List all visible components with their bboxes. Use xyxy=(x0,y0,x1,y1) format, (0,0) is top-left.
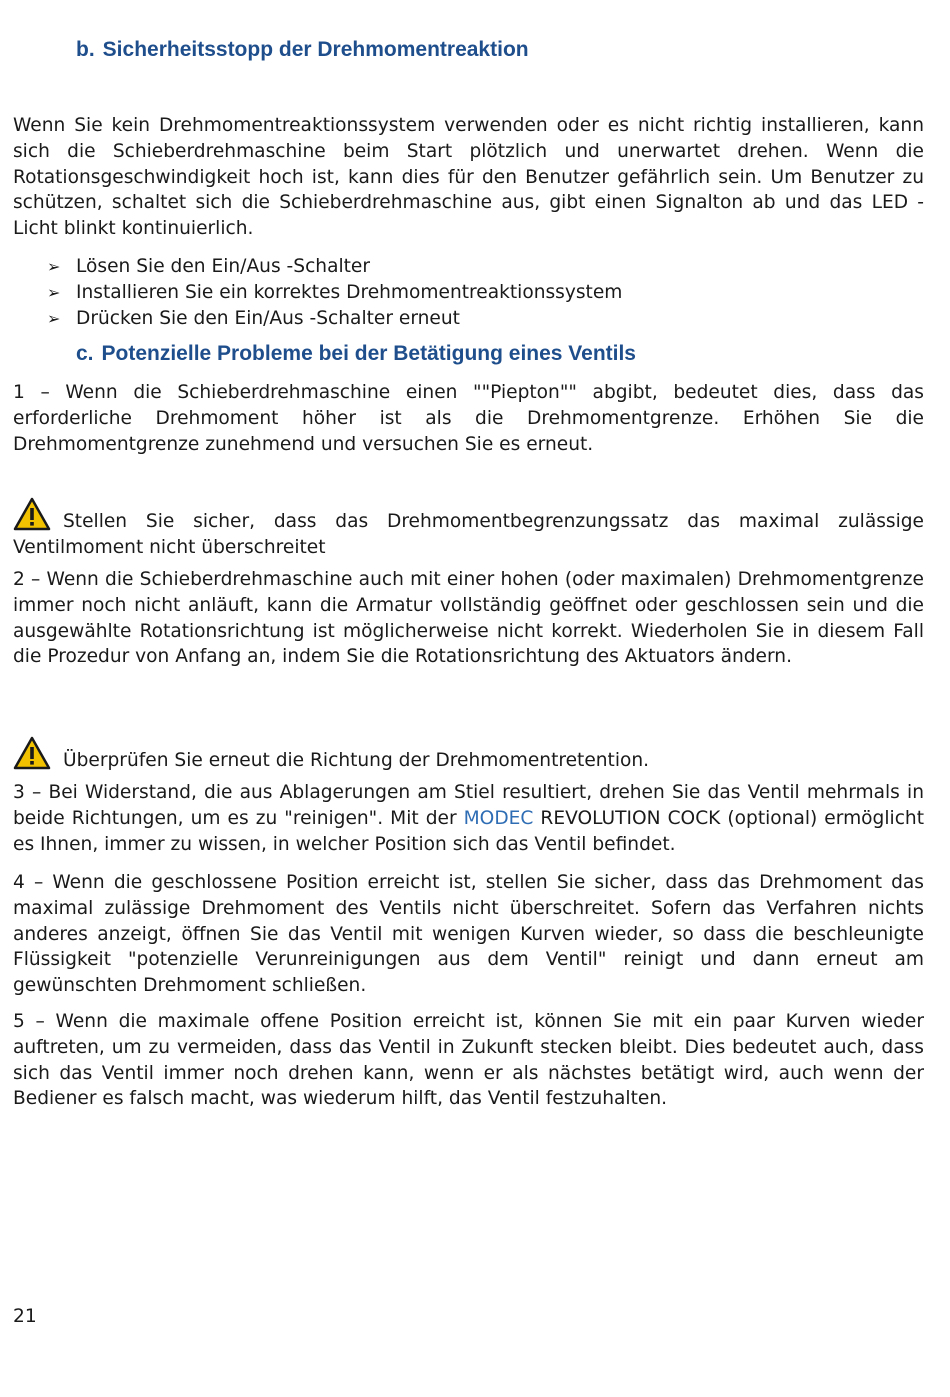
arrowhead-bullet-icon: ➢ xyxy=(47,283,61,302)
intro-paragraph: Wenn Sie kein Drehmomentreaktionssystem verwenden oder es nicht richtig installieren, kann sich die Schieberdrehmaschine beim Start plötzlich und unerwartet drehen. Wenn die Rotationsgeschwindigkeit hoch ist, kann dies für den Benutzer gefährlich sein. Um Benutzer zu schützen, schaltet sich die Schieberdrehmaschine aus, gibt einen Signalton ab und das LED - Licht blinkt kontinuierlich. xyxy=(13,115,924,240)
section-c-heading xyxy=(76,342,636,366)
warning-1-paragraph xyxy=(13,497,924,561)
section-b-heading xyxy=(76,38,529,62)
warning-triangle-icon xyxy=(13,736,51,770)
item-5-paragraph: 5 – Wenn die maximale offene Position erreicht ist, können Sie mit ein paar Kurven wieder auftreten, um zu vermeiden, dass das Ventil in Zukunft stecken bleibt. Dies bedeutet auch, dass sich das Ventil immer noch drehen kann, wenn er als nächstes betätigt wird, auch wenn der Bediener es falsch macht, was wiederum hilft, das Ventil festzuhalten. xyxy=(13,1011,924,1110)
bullet-item xyxy=(47,306,622,332)
arrowhead-bullet-icon: ➢ xyxy=(47,257,61,276)
page-number: 21 xyxy=(13,1306,37,1327)
bullet-text: Drücken Sie den Ein/Aus -Schalter erneut xyxy=(76,308,460,329)
arrowhead-bullet-icon: ➢ xyxy=(47,309,61,328)
item-1-paragraph: 1 – Wenn die Schieberdrehmaschine einen ""Piepton"" abgibt, bedeutet dies, dass das erforderliche Drehmoment höher ist als die Drehmomentgrenze. Erhöhen Sie die Drehmomentgrenze zunehmend und versuchen Sie es erneut. xyxy=(13,382,924,455)
bullet-text: Installieren Sie ein korrektes Drehmomentreaktionssystem xyxy=(76,282,623,303)
section-c-letter: c. xyxy=(76,342,94,365)
section-b-title: Sicherheitsstopp der Drehmomentreaktion xyxy=(102,38,529,61)
item-4-paragraph: 4 – Wenn die geschlossene Position erreicht ist, stellen Sie sicher, dass das Drehmoment das maximal zulässige Drehmoment des Ventils nicht überschreitet. Sofern das Verfahren nichts anderes anzeigt, öffnen Sie das Ventil mit wenigen Kurven wieder, so dass die beschleunigte Flüssigkeit "potenzielle Verunreinigungen aus dem Ventil" reinigt und dann erneut am gewünschten Drehmoment schließen. xyxy=(13,872,924,997)
modec-brand-name: MODEC xyxy=(463,807,534,829)
bullet-item xyxy=(47,254,622,280)
section-c-title: Potenzielle Probleme bei der Betätigung eines Ventils xyxy=(101,342,636,365)
section-b-letter: b. xyxy=(76,38,95,61)
warning-1-text: Stellen Sie sicher, dass das Drehmomentbegrenzungssatz das maximal zulässige Ventilmoment nicht überschreitet xyxy=(13,511,924,558)
bullet-list xyxy=(47,254,622,332)
item-3-text-start: 3 – Bei Widerstand, die aus Ablagerungen am Stiel resultiert, drehen Sie das Ventil mehrmals in beide Richtungen, um es zu "reinigen". Mit der xyxy=(13,782,924,829)
item-3-text-end: REVOLUTION COCK (optional) ermöglicht es Ihnen, immer zu wissen, in welcher Position sich das Ventil befindet. xyxy=(13,807,924,855)
item-2-paragraph: 2 – Wenn die Schieberdrehmaschine auch mit einer hohen (oder maximalen) Drehmomentgrenze immer noch nicht anläuft, kann die Armatur vollständig geöffnet oder geschlossen sein und die ausgewählte Rotationsrichtung ist möglicherweise nicht korrekt. Wiederholen Sie in diesem Fall die Prozedur von Anfang an, indem Sie die Rotationsrichtung des Aktuators ändern. xyxy=(13,569,924,668)
warning-2-paragraph xyxy=(13,736,924,774)
warning-triangle-icon xyxy=(13,497,51,531)
bullet-text: Lösen Sie den Ein/Aus -Schalter xyxy=(76,256,371,277)
item-3-paragraph xyxy=(13,780,924,857)
bullet-item xyxy=(47,280,622,306)
warning-2-text: Überprüfen Sie erneut die Richtung der Drehmomentretention. xyxy=(63,750,650,771)
